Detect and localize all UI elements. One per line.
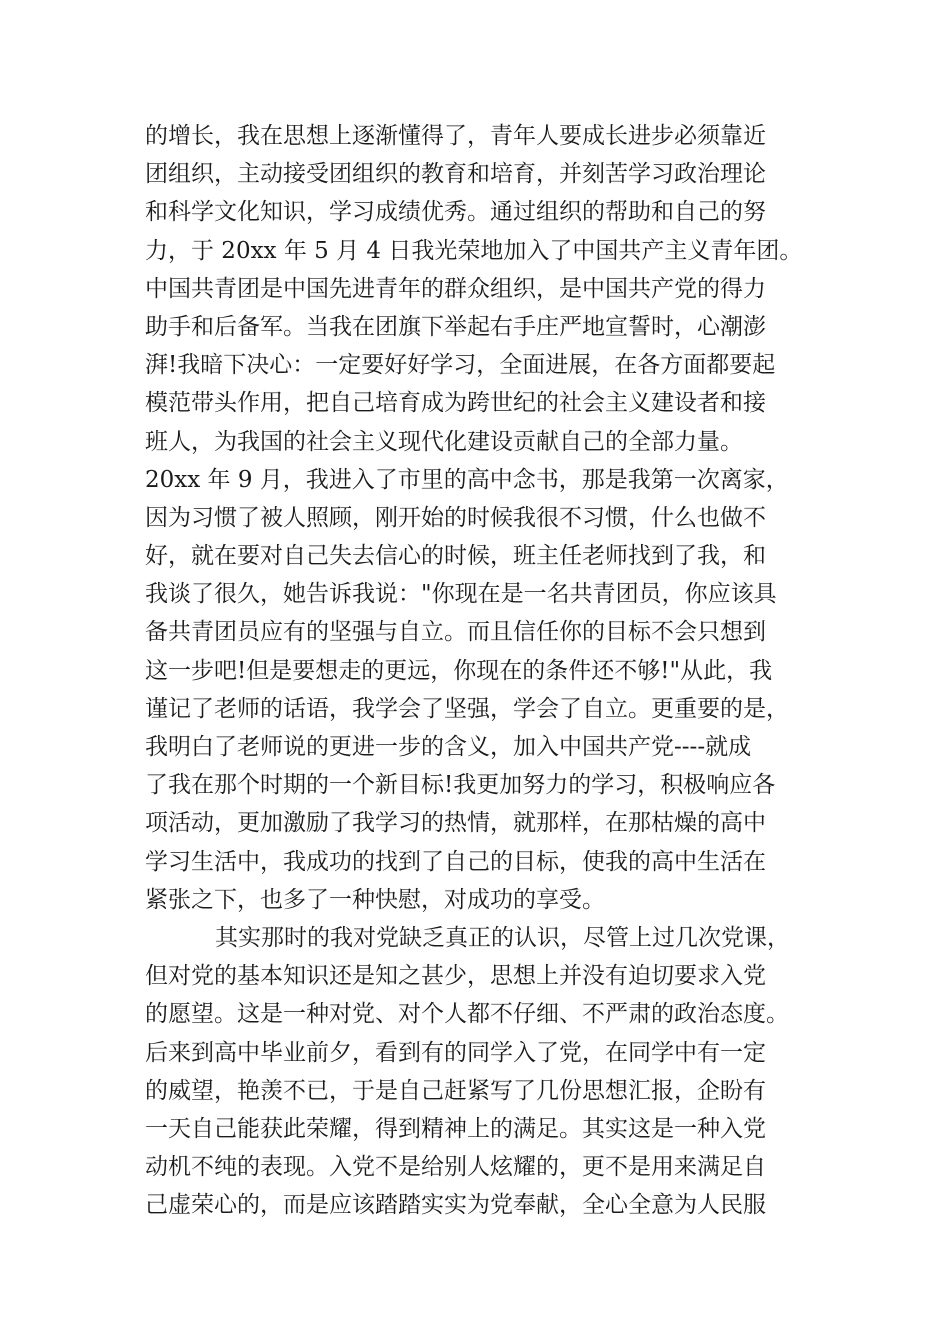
text-line: 我谈了很久，她告诉我说："你现在是一名共青团员，你应该具	[145, 581, 777, 608]
text-line: 了我在那个时期的一个新目标!我更加努力的学习，积极响应各	[145, 772, 776, 799]
text-line: 20xx 年 9 月，我进入了市里的高中念书，那是我第一次离家，	[145, 466, 789, 493]
text-line: 动机不纯的表现。入党不是给别人炫耀的，更不是用来满足自	[145, 1154, 766, 1181]
text-line: 的愿望。这是一种对党、对个人都不仔细、不严肃的政治态度。	[145, 1001, 789, 1028]
text-line: 助手和后备军。当我在团旗下举起右手庄严地宣誓时，心潮澎	[145, 313, 766, 340]
text-line: 和科学文化知识，学习成绩优秀。通过组织的帮助和自己的努	[145, 199, 766, 226]
text-line: 中国共青团是中国先进青年的群众组织，是中国共产党的得力	[145, 275, 766, 302]
text-line: 谨记了老师的话语，我学会了坚强，学会了自立。更重要的是，	[145, 695, 789, 722]
text-line: 学习生活中，我成功的找到了自己的目标，使我的高中生活在	[145, 848, 766, 875]
text-line: 的增长，我在思想上逐渐懂得了，青年人要成长进步必须靠近	[145, 123, 766, 149]
text-line: 紧张之下，也多了一种快慰，对成功的享受。	[145, 886, 605, 913]
text-line: 这一步吧!但是要想走的更远，你现在的条件还不够!"从此，我	[145, 657, 773, 684]
text-line: 的威望，艳羡不已，于是自己赶紧写了几份思想汇报，企盼有	[145, 1077, 766, 1104]
body-text	[145, 117, 805, 1224]
text-line: 力，于 20xx 年 5 月 4 日我光荣地加入了中国共产主义青年团。	[145, 237, 803, 264]
text-line: 模范带头作用，把自己培育成为跨世纪的社会主义建设者和接	[145, 390, 766, 417]
text-line: 湃!我暗下决心：一定要好好学习，全面进展，在各方面都要起	[145, 352, 776, 379]
text-line: 但对党的基本知识还是知之甚少，思想上并没有迫切要求入党	[145, 963, 766, 990]
text-line: 团组织，主动接受团组织的教育和培育，并刻苦学习政治理论	[145, 161, 766, 188]
text-line: 己虚荣心的，而是应该踏踏实实为党奉献，全心全意为人民服	[145, 1192, 766, 1219]
text-line: 好，就在要对自己失去信心的时候，班主任老师找到了我，和	[145, 543, 766, 570]
text-line: 备共青团员应有的坚强与自立。而且信任你的目标不会只想到	[145, 619, 766, 646]
text-line: 后来到高中毕业前夕，看到有的同学入了党，在同学中有一定	[145, 1039, 766, 1066]
text-line: 一天自己能获此荣耀，得到精神上的满足。其实这是一种入党	[145, 1115, 766, 1142]
paragraph-first-line: 其实那时的我对党缺乏真正的认识，尽管上过几次党课，	[215, 924, 790, 951]
text-line: 因为习惯了被人照顾，刚开始的时候我很不习惯，什么也做不	[145, 504, 766, 531]
text-line: 班人，为我国的社会主义现代化建设贡献自己的全部力量。	[145, 428, 743, 455]
text-line: 项活动，更加激励了我学习的热情，就那样，在那枯燥的高中	[145, 810, 766, 837]
text-line: 我明白了老师说的更进一步的含义，加入中国共产党----就成	[145, 734, 752, 760]
